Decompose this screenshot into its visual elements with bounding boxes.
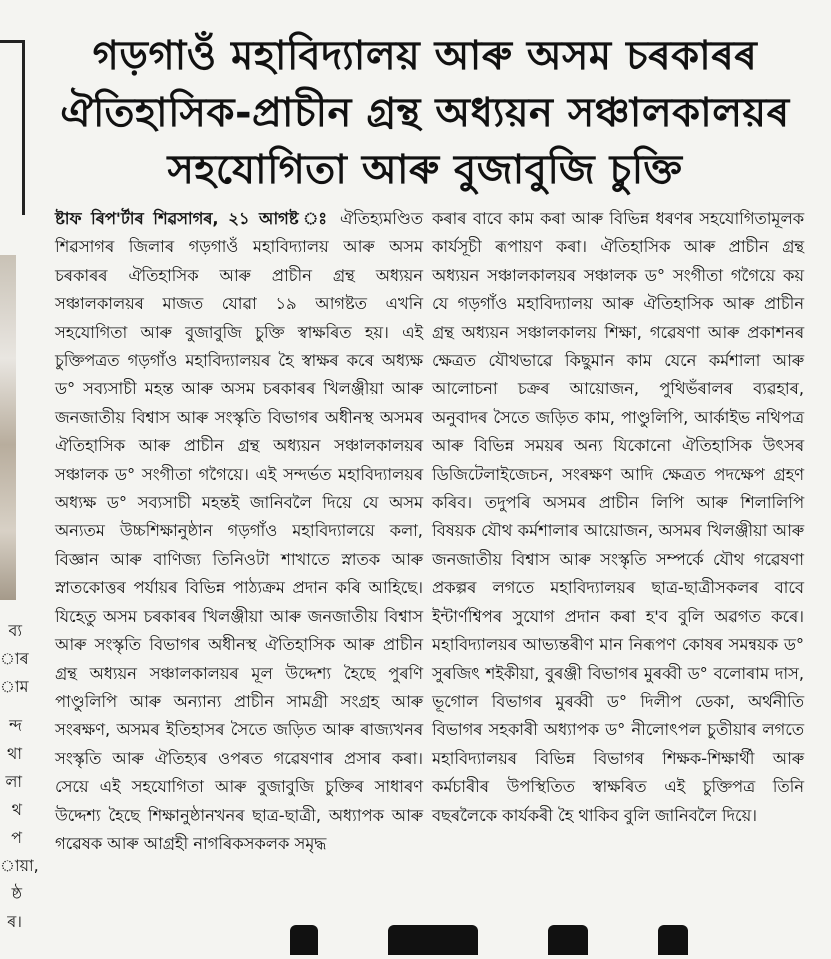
adjacent-fragment: প [11, 828, 22, 847]
adjacent-fragment: ষ্ঠ [11, 884, 22, 903]
border-rule [22, 40, 25, 215]
adjacent-fragment: াৰ [0, 649, 29, 668]
adjacent-fragment: ব্য [8, 621, 22, 640]
adjacent-fragment: থ [11, 800, 22, 819]
adjacent-fragment: লা [5, 772, 22, 791]
left-column-text: ঐতিহ্যমণ্ডিত শিৱসাগৰ জিলাৰ গড়গাওঁ মহাবিদ্যালয় আৰু অসম চৰকাৰৰ ঐতিহাসিক আৰু প্ৰাচীন গ্ৰন্থ অধ্যয়ন সঞ্চালকালয়ৰ মাজত যোৱা ১৯ আগষ্টত এখনি সহযোগিতা আৰু বুজাবুজি চুক্তি স্বাক্ষৰিত হয়। এই চুক্তিপত্ৰত গড়গাঁও মহাবিদ্যালয়ৰ হৈ স্বাক্ষৰ কৰে অধ্যক্ষ ড° সব্যসাচী মহন্ত আৰু অসম চৰকাৰৰ খিলঞ্জীয়া আৰু জনজাতীয় বিশ্বাস আৰু সংস্কৃতি বিভাগৰ অধীনস্থ অসমৰ ঐতিহাসিক আৰু প্ৰাচীন গ্ৰন্থ অধ্যয়ন সঞ্চালকালয়ৰ সঞ্চালক ড° সংগীতা গগৈয়ে। এই সন্দৰ্ভত মহাবিদ্যালয়ৰ অধ্যক্ষ ড° সব্যসাচী মহন্তই জানিবলৈ দিয়ে যে অসম অন্যতম উচ্চশিক্ষানুষ্ঠান গড়গাঁও মহাবিদ্যালয়ে কলা, বিজ্ঞান আৰু বাণিজ্য তিনিওটা শাখাতে স্নাতক আৰু স্নাতকোত্তৰ পৰ্যায়ৰ বিভিন্ন পাঠ্যক্ৰম প্ৰদান কৰি আহিছে। যিহেতু অসম চৰকাৰৰ খিলঞ্জীয়া আৰু জনজাতীয় বিশ্বাস আৰু সংস্কৃতি বিভাগৰ অধীনস্থ ঐতিহাসিক আৰু প্ৰাচীন গ্ৰন্থ অধ্যয়ন সঞ্চালকালয়ৰ মূল উদ্দেশ্য হৈছে পুৰণি পাণ্ডুলিপি আৰু অন্যান্য প্ৰাচীন সামগ্ৰী সংগ্ৰহ আৰু সংৰক্ষণ, অসমৰ ইতিহাসৰ সৈতে জড়িত আৰু ৰাজ্যখনৰ সংস্কৃতি আৰু ঐতিহ্যৰ ওপৰত গৱেষণাৰ প্ৰসাৰ কৰা। সেয়ে এই সহযোগিতা আৰু বুজাবুজি চুক্তিৰ সাধাৰণ উদ্দেশ্য হৈছে শিক্ষানুষ্ঠানখনৰ ছাত্ৰ-ছাত্ৰী, অধ্যাপক আৰু গৱেষক আৰু আগ্ৰহী নাগৰিকসকলক সমৃদ্ধ [55, 209, 423, 853]
adjacent-photo-crop [0, 255, 16, 600]
next-headline-crop [60, 925, 760, 948]
article-column-right [432, 205, 804, 830]
right-column-text: কৰাৰ বাবে কাম কৰা আৰু বিভিন্ন ধৰণৰ সহযোগিতামূলক কাৰ্যসূচী ৰূপায়ণ কৰা। ঐতিহাসিক আৰু প্ৰাচীন গ্ৰন্থ অধ্যয়ন সঞ্চালকালয়ৰ সঞ্চালক ড° সংগীতা গগৈয়ে কয় যে গড়গাঁও মহাবিদ্যালয় আৰু ঐতিহাসিক আৰু প্ৰাচীন গ্ৰন্থ অধ্যয়ন সঞ্চালকালয় শিক্ষা, গৱেষণা আৰু প্ৰকাশনৰ ক্ষেত্ৰত যৌথভাৱে কিছুমান কাম যেনে কৰ্মশালা আৰু আলোচনা চক্ৰৰ আয়োজন, পুথিভঁৰালৰ ব্যৱহাৰ, অনুবাদৰ সৈতে জড়িত কাম, পাণ্ডুলিপি, আৰ্কাইভ নথিপত্ৰ আৰু বিভিন্ন সময়ৰ অন্য যিকোনো ঐতিহাসিক উৎসৰ ডিজিটেলাইজেচন, সংৰক্ষণ আদি ক্ষেত্ৰত পদক্ষেপ গ্ৰহণ কৰিব। তদুপৰি অসমৰ প্ৰাচীন লিপি আৰু শিলালিপি বিষয়ক যৌথ কৰ্মশালাৰ আয়োজন, অসমৰ খিলঞ্জীয়া আৰু জনজাতীয় বিশ্বাস আৰু সংস্কৃতি সম্পৰ্কে যৌথ গৱেষণা প্ৰকল্পৰ লগতে মহাবিদ্যালয়ৰ ছাত্ৰ-ছাত্ৰীসকলৰ বাবে ইন্টাৰ্ণশ্বিপৰ সুযোগ প্ৰদান কৰা হ'ব বুলি অৱগত কৰে। মহাবিদ্যালয়ৰ আভ্যন্তৰীণ মান নিৰূপণ কোষৰ সমন্বয়ক ড° সুৰজিৎ শইকীয়া, বুৰঞ্জী বিভাগৰ মুৰব্বী ড° বলোৰাম দাস, ভূগোল বিভাগৰ মুৰব্বী ড° দিলীপ ডেকা, অৰ্থনীতি বিভাগৰ সহকাৰী অধ্যাপক ড° নীলোৎপল চুতীয়াৰ লগতে মহাবিদ্যালয়ৰ বিভিন্ন বিভাগৰ শিক্ষক-শিক্ষাৰ্থী আৰু কৰ্মচাৰীৰ উপস্থিতিত স্বাক্ষৰিত এই চুক্তিপত্ৰ তিনি বছৰলৈকে কাৰ্যকৰী হৈ থাকিব বুলি জানিবলৈ দিয়ে। [432, 209, 804, 825]
adjacent-fragment: াম [0, 677, 29, 696]
headline-line-3: সহযোগিতা আৰু বুজাবুজি চুক্তি [167, 147, 683, 193]
adjacent-fragment: থা [6, 744, 22, 763]
article-paragraph-left [55, 205, 423, 858]
article-headline [55, 28, 795, 199]
dateline: ষ্টাফ ৰিপ'ৰ্টাৰ শিৱসাগৰ, ২১ আগষ্ট ঃ [55, 209, 331, 228]
adjacent-fragment: ায়া, [0, 856, 39, 875]
border-rule-top [0, 40, 24, 43]
headline-line-1: গড়গাওঁ মহাবিদ্যালয় আৰু অসম চৰকাৰৰ [92, 33, 758, 79]
headline-line-2: ঐতিহাসিক-প্ৰাচীন গ্ৰন্থ অধ্যয়ন সঞ্চালকালয়ৰ [60, 90, 790, 136]
article-column-left [55, 205, 423, 858]
adjacent-fragment: ৰ। [7, 912, 22, 931]
adjacent-fragment: ন্দ [9, 716, 22, 735]
adjacent-article-edge [0, 0, 39, 948]
